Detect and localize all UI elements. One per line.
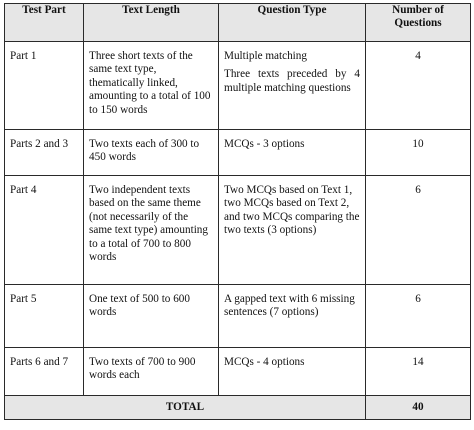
header-text-length: Text Length — [84, 4, 219, 42]
test-structure-table — [4, 3, 471, 420]
total-row — [5, 396, 471, 420]
cell-test-part: Part 4 — [5, 176, 84, 285]
header-row — [5, 4, 471, 42]
cell-question-type: A gapped text with 6 missing sentences (7 options) — [219, 285, 366, 348]
table-row — [5, 42, 471, 130]
cell-text-length: One text of 500 to 600 words — [84, 285, 219, 348]
header-number-of-questions-line1: Number of — [392, 4, 444, 16]
cell-number-of-questions: 10 — [366, 130, 471, 176]
cell-question-type — [219, 42, 366, 130]
header-number-of-questions — [366, 4, 471, 42]
cell-test-part: Part 1 — [5, 42, 84, 130]
cell-question-type: MCQs - 3 options — [219, 130, 366, 176]
cell-text-length: Two texts each of 300 to 450 words — [84, 130, 219, 176]
cell-test-part: Parts 6 and 7 — [5, 348, 84, 396]
cell-test-part: Parts 2 and 3 — [5, 130, 84, 176]
header-number-of-questions-line2: Questions — [394, 17, 442, 30]
cell-number-of-questions: 6 — [366, 176, 471, 285]
cell-number-of-questions: 4 — [366, 42, 471, 130]
cell-text-length: Two texts of 700 to 900 words each — [84, 348, 219, 396]
table-row — [5, 130, 471, 176]
table-row — [5, 285, 471, 348]
cell-test-part: Part 5 — [5, 285, 84, 348]
header-question-type: Question Type — [219, 4, 366, 42]
table-row — [5, 348, 471, 396]
cell-number-of-questions: 14 — [366, 348, 471, 396]
total-label: TOTAL — [5, 396, 366, 420]
table-row — [5, 176, 471, 285]
cell-text-length: Three short texts of the same text type, thematically linked, amounting to a total of 100 to 150 words — [84, 42, 219, 130]
question-type-main: Multiple matching — [224, 50, 307, 62]
cell-text-length: Two independent texts based on the same theme (not necessarily of the same text type) amounting to a total of 700 to 800 words — [84, 176, 219, 285]
cell-question-type: Two MCQs based on Text 1, two MCQs based on Text 2, and two MCQs comparing the two texts (3 options) — [219, 176, 366, 285]
question-type-detail: Three texts preceded by 4 multiple matching questions — [224, 68, 360, 94]
cell-number-of-questions: 6 — [366, 285, 471, 348]
header-test-part: Test Part — [5, 4, 84, 42]
total-value: 40 — [366, 396, 471, 420]
cell-question-type: MCQs - 4 options — [219, 348, 366, 396]
